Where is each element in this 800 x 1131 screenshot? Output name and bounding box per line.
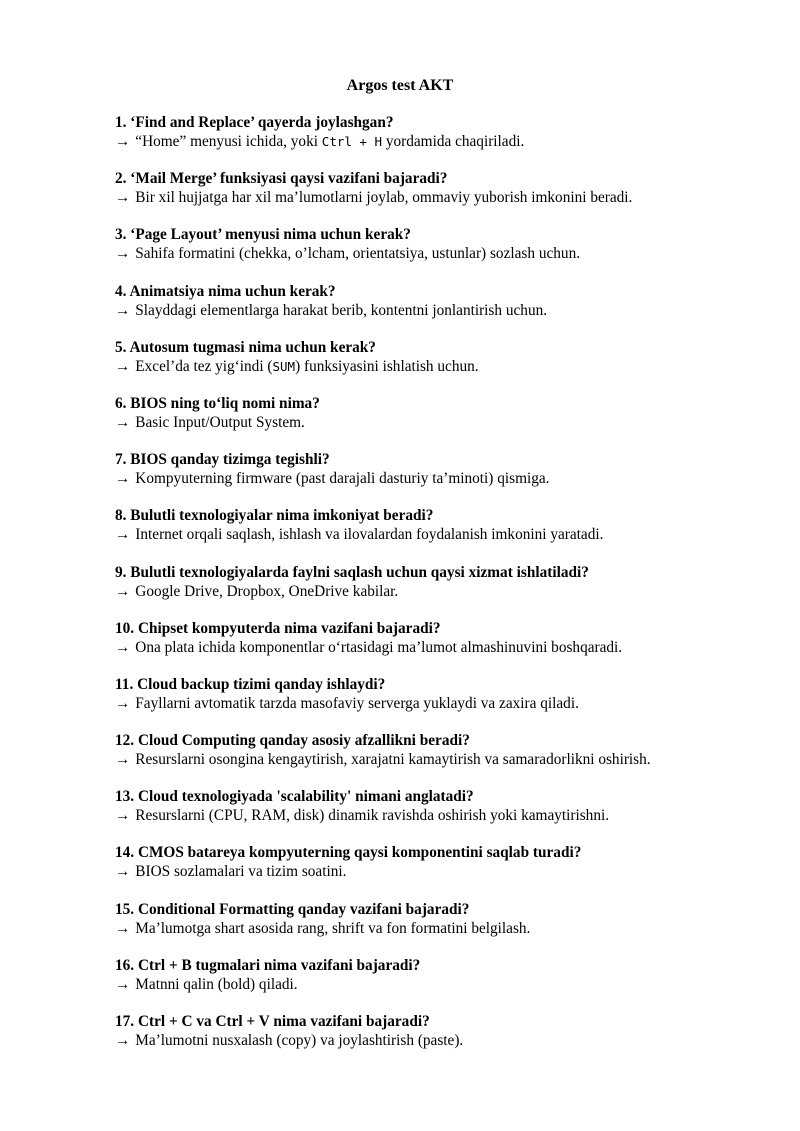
question-text: 6. BIOS ning to‘liq nomi nima? xyxy=(115,394,320,412)
question-text: 15. Conditional Formatting qanday vazifani bajaradi? xyxy=(115,900,470,918)
arrow-right-icon: → xyxy=(115,357,131,375)
qa-item xyxy=(115,900,775,956)
question-text: 4. Animatsiya nima uchun kerak? xyxy=(115,282,336,300)
answer-text xyxy=(115,694,775,713)
answer-segment: Google Drive, Dropbox, OneDrive kabilar. xyxy=(135,582,399,600)
arrow-right-icon: → xyxy=(115,1032,131,1049)
question-text: 11. Cloud backup tizimi qanday ishlaydi? xyxy=(115,675,386,693)
question-text: 1. ‘Find and Replace’ qayerda joylashgan? xyxy=(115,114,394,131)
question-text: 9. Bulutli texnologiyalarda faylni saqlash uchun qaysi xizmat ishlatiladi? xyxy=(115,563,589,581)
answer-text xyxy=(115,525,775,544)
question-text: 14. CMOS batareya kompyuterning qaysi komponentini saqlab turadi? xyxy=(115,844,582,862)
arrow-right-icon: → xyxy=(115,919,131,937)
question-text: 13. Cloud texnologiyada 'scalability' nimani anglatadi? xyxy=(115,788,474,806)
answer-text xyxy=(115,975,775,994)
answer-segment: Ona plata ichida komponentlar o‘rtasidagi ma’lumot almashinuvini boshqaradi. xyxy=(135,638,623,656)
qa-item xyxy=(115,956,775,1012)
answer-segment: “Home” menyusi ichida, yoki xyxy=(135,133,322,150)
qa-item xyxy=(115,843,775,899)
arrow-right-icon: → xyxy=(115,189,131,207)
qa-item xyxy=(115,450,775,506)
answer-text xyxy=(115,188,775,207)
answer-segment: Internet orqali saqlash, ishlash va ilovalardan foydalanish imkonini yaratadi. xyxy=(135,526,604,544)
answer-segment: Ma’lumotga shart asosida rang, shrift va fon formatini belgilash. xyxy=(135,919,531,937)
answer-text xyxy=(115,132,775,151)
qa-item xyxy=(115,394,775,450)
answer-text xyxy=(115,750,775,769)
arrow-right-icon: → xyxy=(115,694,131,712)
qa-item xyxy=(115,169,775,225)
answer-text xyxy=(115,919,775,938)
qa-item xyxy=(115,225,775,281)
answer-segment: ) funksiyasini ishlatish uchun. xyxy=(295,357,479,375)
answer-text xyxy=(115,862,775,881)
answer-segment: Basic Input/Output System. xyxy=(135,413,305,431)
qa-item xyxy=(115,619,775,675)
answer-segment: Resurslarni (CPU, RAM, disk) dinamik ravishda oshirish yoki kamaytirishni. xyxy=(135,807,610,825)
arrow-right-icon: → xyxy=(115,807,131,825)
answer-text xyxy=(115,301,775,320)
qa-item xyxy=(115,282,775,338)
arrow-right-icon: → xyxy=(115,413,131,431)
qa-item xyxy=(115,675,775,731)
answer-text xyxy=(115,469,775,488)
question-text: 8. Bulutli texnologiyalar nima imkoniyat beradi? xyxy=(115,507,434,525)
arrow-right-icon: → xyxy=(115,301,131,319)
arrow-right-icon: → xyxy=(115,582,131,600)
question-text: 3. ‘Page Layout’ menyusi nima uchun kerak? xyxy=(115,226,411,244)
question-answer-list xyxy=(115,113,775,1068)
qa-item xyxy=(115,731,775,787)
arrow-right-icon: → xyxy=(115,863,131,881)
question-text: 17. Ctrl + C va Ctrl + V nima vazifani bajaradi? xyxy=(115,1013,430,1030)
question-text: 5. Autosum tugmasi nima uchun kerak? xyxy=(115,338,376,356)
question-text: 12. Cloud Computing qanday asosiy afzallikni beradi? xyxy=(115,732,470,750)
answer-text xyxy=(115,806,775,825)
arrow-right-icon: → xyxy=(115,470,131,488)
answer-segment: Resurslarni osongina kengaytirish, xarajatni kamaytirish va samaradorlikni oshirish. xyxy=(135,751,651,769)
keyboard-shortcut-code: SUM xyxy=(272,358,296,374)
arrow-right-icon: → xyxy=(115,245,131,263)
qa-item xyxy=(115,1012,775,1068)
arrow-right-icon: → xyxy=(115,526,131,544)
question-text: 2. ‘Mail Merge’ funksiyasi qaysi vazifani bajaradi? xyxy=(115,170,448,188)
answer-text xyxy=(115,357,775,376)
qa-item xyxy=(115,787,775,843)
answer-segment: yordamida chaqiriladi. xyxy=(382,133,525,150)
qa-item xyxy=(115,113,775,169)
question-text: 16. Ctrl + B tugmalari nima vazifani bajaradi? xyxy=(115,956,421,974)
answer-text xyxy=(115,244,775,263)
arrow-right-icon: → xyxy=(115,133,131,150)
qa-item xyxy=(115,338,775,394)
question-text: 10. Chipset kompyuterda nima vazifani bajaradi? xyxy=(115,619,441,637)
keyboard-shortcut-code: Ctrl + H xyxy=(321,134,383,149)
answer-text xyxy=(115,1031,775,1050)
answer-segment: Bir xil hujjatga har xil ma’lumotlarni joylab, ommaviy yuborish imkonini beradi. xyxy=(135,189,633,207)
answer-text xyxy=(115,582,775,601)
answer-segment: Slayddagi elementlarga harakat berib, kontentni jonlantirish uchun. xyxy=(135,301,548,319)
answer-segment: Matnni qalin (bold) qiladi. xyxy=(135,975,298,993)
qa-item xyxy=(115,563,775,619)
answer-segment: BIOS sozlamalari va tizim soatini. xyxy=(135,863,347,881)
answer-text xyxy=(115,638,775,657)
answer-segment: Excel’da tez yig‘indi ( xyxy=(135,357,273,375)
answer-segment: Ma’lumotni nusxalash (copy) va joylashtirish (paste). xyxy=(135,1032,464,1049)
arrow-right-icon: → xyxy=(115,975,131,993)
question-text: 7. BIOS qanday tizimga tegishli? xyxy=(115,451,330,469)
qa-item xyxy=(115,506,775,562)
answer-segment: Fayllarni avtomatik tarzda masofaviy serverga yuklaydi va zaxira qiladi. xyxy=(135,694,579,712)
answer-segment: Sahifa formatini (chekka, o’lcham, orientatsiya, ustunlar) sozlash uchun. xyxy=(135,245,581,263)
document-title: Argos test AKT xyxy=(346,77,454,94)
arrow-right-icon: → xyxy=(115,638,131,656)
answer-segment: Kompyuterning firmware (past darajali dasturiy ta’minoti) qismiga. xyxy=(135,470,550,488)
arrow-right-icon: → xyxy=(115,751,131,769)
answer-text xyxy=(115,413,775,432)
